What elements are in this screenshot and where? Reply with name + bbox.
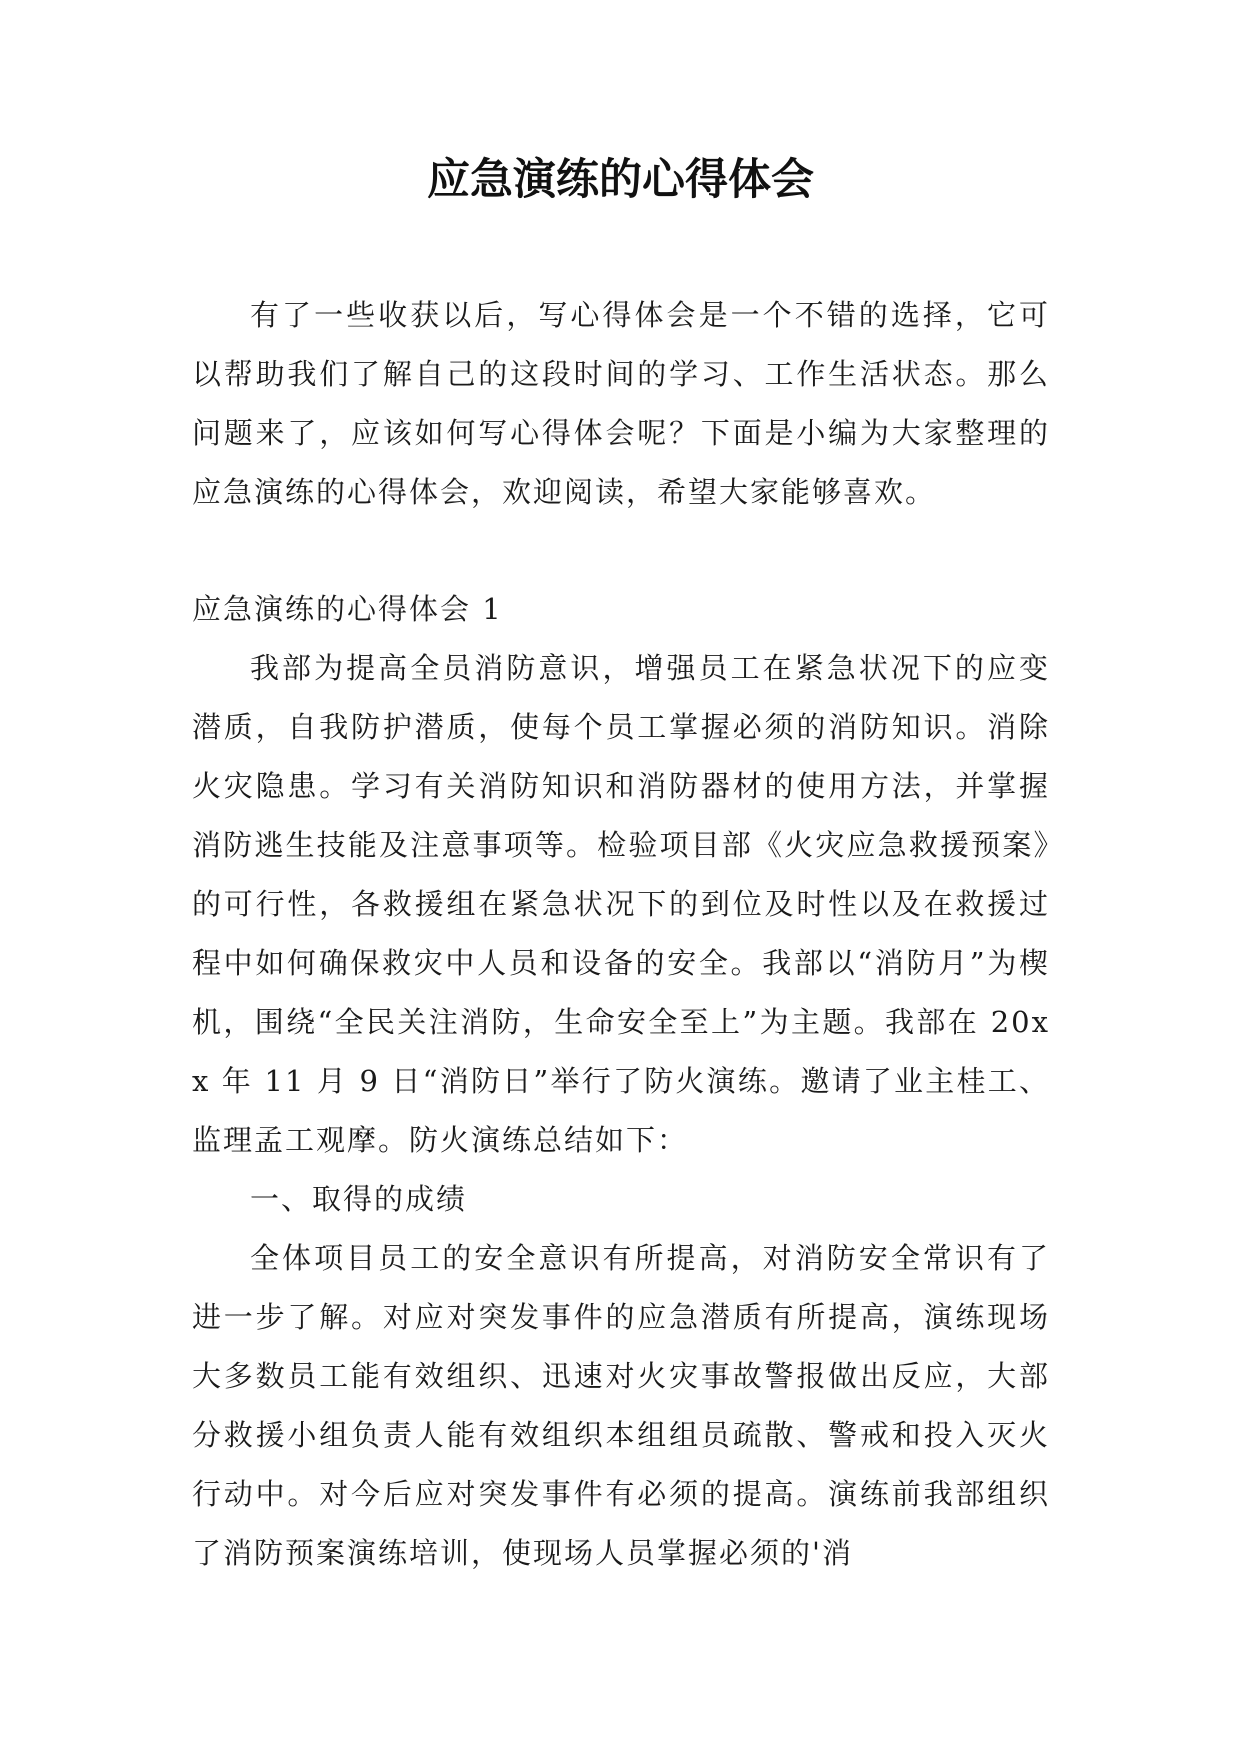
section-1-title: 应急演练的心得体会 1 [192,592,503,626]
intro-paragraph: 有了一些收获以后，写心得体会是一个不错的选择，它可以帮助我们了解自己的这段时间的学习、工作生活状态。那么问题来了，应该如何写心得体会呢？下面是小编为大家整理的应急演练的心得体会，欢迎阅读，希望大家能够喜欢。 [192,298,1050,509]
section-1-subheading: 一、取得的成绩 [250,1182,468,1216]
intro-block [192,286,1050,522]
section-1 [192,580,1050,1583]
section-1-paragraph-2: 全体项目员工的安全意识有所提高，对消防安全常识有了进一步了解。对应对突发事件的应急潜质有所提高，演练现场大多数员工能有效组织、迅速对火灾事故警报做出反应，大部分救援小组负责人能有效组织本组组员疏散、警戒和投入灭火行动中。对今后应对突发事件有必须的提高。演练前我部组织了消防预案演练培训，使现场人员掌握必须的'消 [192,1241,1050,1570]
section-1-paragraph-1: 我部为提高全员消防意识，增强员工在紧急状况下的应变潜质，自我防护潜质，使每个员工掌握必须的消防知识。消除火灾隐患。学习有关消防知识和消防器材的使用方法，并掌握消防逃生技能及注意事项等。检验项目部《火灾应急救援预案》的可行性，各救援组在紧急状况下的到位及时性以及在救援过程中如何确保救灾中人员和设备的安全。我部以“消防月”为楔机，围绕“全民关注消防，生命安全至上”为主题。我部在 20xx 年 11 月 9 日“消防日”举行了防火演练。邀请了业主桂工、监理孟工观摩。防火演练总结如下： [192,651,1050,1157]
document-title: 应急演练的心得体会 [427,155,814,205]
